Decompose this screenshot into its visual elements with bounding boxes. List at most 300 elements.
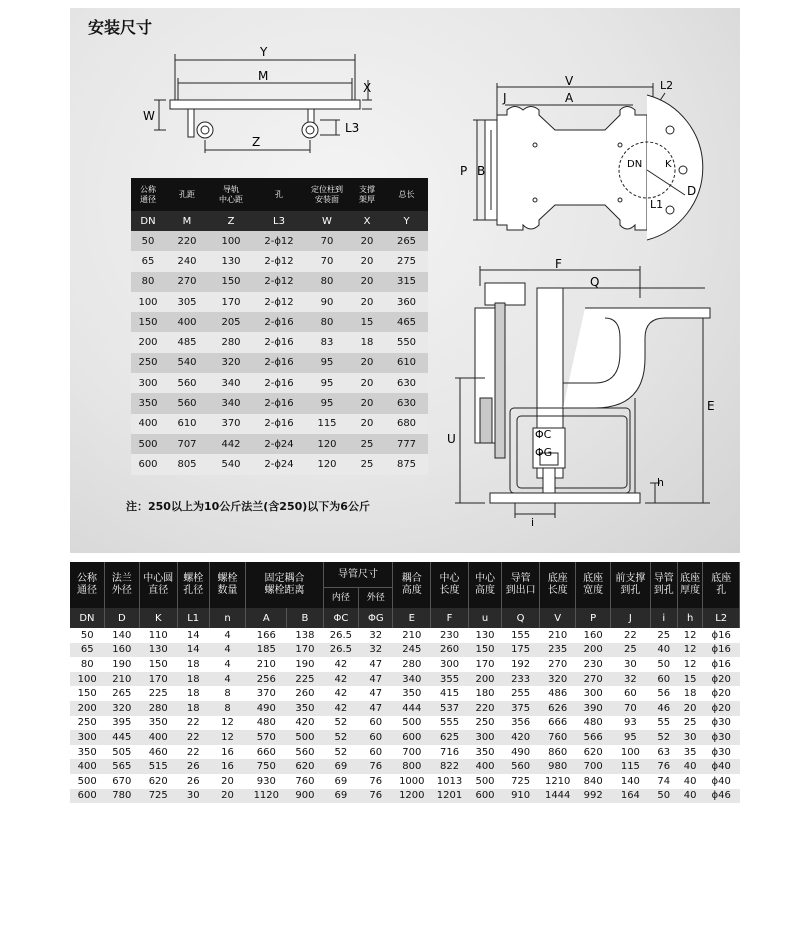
table-row <box>131 454 428 474</box>
table-cell: 2-ϕ24 <box>253 434 305 454</box>
table-cell: 74 <box>650 774 677 789</box>
table-cell: 4 <box>209 672 246 687</box>
dim-h: h <box>657 476 664 489</box>
t2-symbol: B <box>287 608 323 628</box>
t1-header-dn: 公称 通径 <box>131 178 165 211</box>
table-cell: 18 <box>177 686 209 701</box>
t2-header-cell: 螺栓 孔径 <box>177 562 209 608</box>
table-cell: 22 <box>177 716 209 731</box>
table-cell: 305 <box>165 292 209 312</box>
t2-header-cell: 导管 到出口 <box>502 562 540 608</box>
table-cell: 716 <box>431 745 469 760</box>
t1-symbol: L3 <box>253 211 305 231</box>
table-cell: 500 <box>468 774 501 789</box>
table-cell: 350 <box>393 686 431 701</box>
t2-symbol: ΦG <box>359 608 393 628</box>
table-cell: 20 <box>349 272 385 292</box>
table-cell: 340 <box>209 373 253 393</box>
table-cell: 60 <box>359 745 393 760</box>
dim-l1: L1 <box>650 198 664 211</box>
table-cell: 160 <box>104 643 139 658</box>
table-cell: 190 <box>287 657 323 672</box>
table-cell: 230 <box>431 628 469 643</box>
table-cell: 100 <box>70 672 104 687</box>
table-cell: 630 <box>385 393 428 413</box>
table-cell: 600 <box>393 730 431 745</box>
table-cell: 138 <box>287 628 323 643</box>
table-row <box>131 292 428 312</box>
table-cell: ϕ16 <box>703 657 740 672</box>
table-cell: 460 <box>139 745 177 760</box>
table-cell: 150 <box>468 643 501 658</box>
table-cell: 52 <box>323 730 358 745</box>
table-cell: 250 <box>468 716 501 731</box>
table-cell: 2-ϕ16 <box>253 353 305 373</box>
table-row <box>70 686 740 701</box>
table-row <box>131 231 428 251</box>
dim-phig: ΦG <box>535 446 553 459</box>
table-cell: 300 <box>576 686 611 701</box>
table-cell: 47 <box>359 701 393 716</box>
table-cell: 192 <box>502 657 540 672</box>
table-cell: 155 <box>502 628 540 643</box>
t2-header-cell: 底座 厚度 <box>677 562 703 608</box>
table-cell: 26 <box>177 774 209 789</box>
t2-symbol-row <box>70 608 740 628</box>
table-cell: 2-ϕ12 <box>253 231 305 251</box>
table-row <box>70 701 740 716</box>
table-row <box>131 373 428 393</box>
table-cell: 485 <box>165 332 209 352</box>
table-cell: 805 <box>165 454 209 474</box>
table-cell: 15 <box>677 672 703 687</box>
table-cell: 660 <box>246 745 287 760</box>
table-cell: 480 <box>246 716 287 731</box>
table-cell: 350 <box>131 393 165 413</box>
table-cell: 12 <box>677 643 703 658</box>
dim-phic: ΦC <box>535 428 552 441</box>
table-cell: 16 <box>209 759 246 774</box>
dim-a: A <box>565 91 574 105</box>
table-cell: 80 <box>131 272 165 292</box>
table-cell: 800 <box>393 759 431 774</box>
table-cell: 780 <box>104 789 139 804</box>
table-cell: ϕ16 <box>703 628 740 643</box>
table-cell: 14 <box>177 628 209 643</box>
t2-header-cell: 中心 高度 <box>468 562 501 608</box>
table-cell: 300 <box>468 730 501 745</box>
table-cell: 60 <box>359 730 393 745</box>
table-cell: 18 <box>177 701 209 716</box>
t2-header-cell: 中心圆 直径 <box>139 562 177 608</box>
t2-header-cell: 螺栓 数量 <box>209 562 246 608</box>
table-cell: 190 <box>104 657 139 672</box>
dim-u: U <box>447 432 456 446</box>
t2-symbol: ΦC <box>323 608 358 628</box>
table-cell: 2-ϕ24 <box>253 454 305 474</box>
table-cell: 60 <box>611 686 651 701</box>
table-cell: 560 <box>287 745 323 760</box>
table-row <box>70 789 740 804</box>
flange-note: 注：250以上为10公斤法兰(含250)以下为6公斤 <box>126 500 370 513</box>
table-cell: 20 <box>209 774 246 789</box>
table-cell: 1200 <box>393 789 431 804</box>
table-cell: 350 <box>468 745 501 760</box>
table-cell: 12 <box>677 657 703 672</box>
table-cell: 2-ϕ16 <box>253 373 305 393</box>
table-row <box>70 730 740 745</box>
table-cell: 100 <box>209 231 253 251</box>
dim-x: X <box>363 81 372 95</box>
table-cell: 680 <box>385 414 428 434</box>
table-cell: 20 <box>209 789 246 804</box>
dim-y: Y <box>260 45 268 59</box>
t2-symbol: V <box>540 608 576 628</box>
table-cell: 40 <box>677 759 703 774</box>
table-cell: 233 <box>502 672 540 687</box>
t2-symbol: i <box>650 608 677 628</box>
table-cell: 185 <box>246 643 287 658</box>
dim-l3: L3 <box>345 121 360 135</box>
table-row <box>131 434 428 454</box>
table-cell: 55 <box>650 716 677 731</box>
dim-dn: DN <box>627 159 643 170</box>
table-cell: 4 <box>209 657 246 672</box>
t2-subheader-outer: 外径 <box>359 588 393 609</box>
table-cell: 540 <box>165 353 209 373</box>
table-cell: 50 <box>131 231 165 251</box>
t2-symbol: L2 <box>703 608 740 628</box>
table-cell: 170 <box>287 643 323 658</box>
table-cell: 115 <box>611 759 651 774</box>
table-cell: 540 <box>209 454 253 474</box>
dim-k: K <box>665 159 672 170</box>
table-cell: 270 <box>165 272 209 292</box>
table-cell: 2-ϕ16 <box>253 393 305 413</box>
table-cell: 170 <box>209 292 253 312</box>
t2-subheader-inner: 内径 <box>323 588 358 609</box>
table-row <box>70 745 740 760</box>
table-cell: 76 <box>359 789 393 804</box>
table-row <box>70 759 740 774</box>
table-cell: ϕ46 <box>703 789 740 804</box>
table-cell: 76 <box>359 774 393 789</box>
t2-symbol: u <box>468 608 501 628</box>
table-cell: 356 <box>502 716 540 731</box>
table-cell: 1013 <box>431 774 469 789</box>
table-cell: 25 <box>349 434 385 454</box>
table-cell: 200 <box>131 332 165 352</box>
table-cell: 315 <box>385 272 428 292</box>
table-cell: 560 <box>165 393 209 413</box>
table-cell: 40 <box>677 774 703 789</box>
t2-header-cell: 导管 到孔 <box>650 562 677 608</box>
table-cell: 420 <box>287 716 323 731</box>
table-cell: 610 <box>165 414 209 434</box>
table-cell: 70 <box>305 231 349 251</box>
dim-d: D <box>687 184 697 198</box>
table-cell: 26.5 <box>323 643 358 658</box>
table-cell: 32 <box>611 672 651 687</box>
table-cell: 40 <box>677 789 703 804</box>
table-cell: 320 <box>104 701 139 716</box>
table-cell: 26 <box>177 759 209 774</box>
table-cell: 170 <box>468 657 501 672</box>
dim-l2: L2 <box>660 79 674 92</box>
table-cell: 160 <box>576 628 611 643</box>
table-cell: 8 <box>209 686 246 701</box>
table-cell: 980 <box>540 759 576 774</box>
table-cell: 725 <box>502 774 540 789</box>
table-cell: ϕ20 <box>703 686 740 701</box>
table-cell: 25 <box>349 454 385 474</box>
table-cell: 47 <box>359 672 393 687</box>
table-cell: 340 <box>209 393 253 413</box>
t2-header-cell: 导管尺寸 <box>323 562 393 588</box>
table-cell: 555 <box>431 716 469 731</box>
table-cell: 18 <box>177 672 209 687</box>
table-cell: 110 <box>139 628 177 643</box>
table-cell: 35 <box>677 745 703 760</box>
table-cell: 12 <box>677 628 703 643</box>
table-cell: 340 <box>393 672 431 687</box>
table-cell: 2-ϕ12 <box>253 272 305 292</box>
table-row <box>70 672 740 687</box>
table-cell: 100 <box>131 292 165 312</box>
table-cell: 992 <box>576 789 611 804</box>
table-cell: 500 <box>131 434 165 454</box>
table-cell: 490 <box>246 701 287 716</box>
table-cell: 225 <box>139 686 177 701</box>
table-cell: 400 <box>468 759 501 774</box>
table-cell: 300 <box>131 373 165 393</box>
table-cell: 18 <box>349 332 385 352</box>
table-cell: 256 <box>246 672 287 687</box>
section-view-drawing <box>445 258 730 528</box>
table-cell: 130 <box>139 643 177 658</box>
t1-symbol: Z <box>209 211 253 231</box>
table-cell: 280 <box>209 332 253 352</box>
table-row <box>131 393 428 413</box>
table-cell: 2-ϕ12 <box>253 292 305 312</box>
table-cell: 12 <box>209 730 246 745</box>
table-cell: 910 <box>502 789 540 804</box>
table-cell: 120 <box>305 434 349 454</box>
t2-header-row <box>70 562 740 588</box>
t2-header-cell: 底座 孔 <box>703 562 740 608</box>
t1-body <box>131 231 428 475</box>
table-cell: 90 <box>305 292 349 312</box>
table-cell: 480 <box>576 716 611 731</box>
t2-symbol: F <box>431 608 469 628</box>
table-cell: ϕ40 <box>703 774 740 789</box>
table-cell: 900 <box>287 789 323 804</box>
table-cell: 15 <box>349 312 385 332</box>
table-cell: 140 <box>611 774 651 789</box>
table-row <box>70 716 740 731</box>
table-cell: 2-ϕ16 <box>253 312 305 332</box>
dim-v: V <box>565 75 574 88</box>
table-cell: 245 <box>393 643 431 658</box>
table-cell: 170 <box>139 672 177 687</box>
table-row <box>131 251 428 271</box>
table-cell: 76 <box>650 759 677 774</box>
table-cell: 69 <box>323 759 358 774</box>
dim-q: Q <box>590 275 600 289</box>
table-cell: 20 <box>349 414 385 434</box>
t2-symbol: A <box>246 608 287 628</box>
t1-symbol: W <box>305 211 349 231</box>
table-cell: 56 <box>650 686 677 701</box>
table-cell: 95 <box>305 353 349 373</box>
table-cell: 20 <box>349 353 385 373</box>
table-cell: 515 <box>139 759 177 774</box>
table-row <box>70 628 740 643</box>
table-cell: 225 <box>287 672 323 687</box>
table-cell: 822 <box>431 759 469 774</box>
table-cell: 80 <box>305 312 349 332</box>
table-row <box>70 657 740 672</box>
table-cell: 95 <box>305 373 349 393</box>
table-row <box>70 774 740 789</box>
installation-table-1 <box>131 178 428 475</box>
top-view-drawing <box>140 40 390 170</box>
table-cell: 42 <box>323 701 358 716</box>
table-cell: 20 <box>349 231 385 251</box>
table-cell: 550 <box>385 332 428 352</box>
table-cell: 65 <box>131 251 165 271</box>
table-cell: 265 <box>104 686 139 701</box>
table-cell: 260 <box>287 686 323 701</box>
table-cell: 670 <box>104 774 139 789</box>
table-cell: 26.5 <box>323 628 358 643</box>
t1-symbol: DN <box>131 211 165 231</box>
table-cell: 760 <box>287 774 323 789</box>
t2-header-cell: 底座 宽度 <box>576 562 611 608</box>
table-cell: 20 <box>349 251 385 271</box>
table-cell: 375 <box>502 701 540 716</box>
table-cell: 42 <box>323 657 358 672</box>
table-cell: 22 <box>177 745 209 760</box>
table-cell: 18 <box>177 657 209 672</box>
table-cell: 445 <box>104 730 139 745</box>
table-cell: 42 <box>323 672 358 687</box>
table-cell: 777 <box>385 434 428 454</box>
table-row <box>131 414 428 434</box>
t2-header-cell: 前支撑 到孔 <box>611 562 651 608</box>
table-cell: 860 <box>540 745 576 760</box>
table-cell: 93 <box>611 716 651 731</box>
table-cell: 100 <box>611 745 651 760</box>
t2-header-cell: 底座 长度 <box>540 562 576 608</box>
table-cell: 370 <box>209 414 253 434</box>
table-cell: 50 <box>650 657 677 672</box>
table-cell: 390 <box>576 701 611 716</box>
t2-header-cell: 法兰 外径 <box>104 562 139 608</box>
page-title: 安装尺寸 <box>88 18 153 37</box>
table-cell: 63 <box>650 745 677 760</box>
table-cell: 16 <box>209 745 246 760</box>
table-cell: 537 <box>431 701 469 716</box>
table-cell: 250 <box>70 716 104 731</box>
table-cell: 150 <box>131 312 165 332</box>
table-cell: 200 <box>468 672 501 687</box>
table-cell: 70 <box>305 251 349 271</box>
table-cell: 725 <box>139 789 177 804</box>
table-cell: 205 <box>209 312 253 332</box>
table-cell: 320 <box>209 353 253 373</box>
table-cell: 275 <box>385 251 428 271</box>
table-cell: 707 <box>165 434 209 454</box>
table-cell: 280 <box>139 701 177 716</box>
table-cell: 8 <box>209 701 246 716</box>
table-cell: 120 <box>305 454 349 474</box>
table-cell: 210 <box>246 657 287 672</box>
table-cell: ϕ40 <box>703 759 740 774</box>
table-cell: 560 <box>502 759 540 774</box>
side-view-drawing <box>455 75 715 245</box>
t2-symbol: Q <box>502 608 540 628</box>
table-cell: 220 <box>165 231 209 251</box>
table-cell: 70 <box>611 701 651 716</box>
table-cell: 265 <box>385 231 428 251</box>
table-row <box>131 353 428 373</box>
table-cell: 46 <box>650 701 677 716</box>
table-cell: 400 <box>165 312 209 332</box>
table-cell: 500 <box>287 730 323 745</box>
table-cell: 626 <box>540 701 576 716</box>
table-cell: 630 <box>385 373 428 393</box>
dim-f: F <box>555 258 562 271</box>
table-row <box>131 312 428 332</box>
table-cell: 210 <box>393 628 431 643</box>
table-cell: 600 <box>468 789 501 804</box>
table-cell: 80 <box>70 657 104 672</box>
table-cell: 14 <box>177 643 209 658</box>
table-row <box>131 272 428 292</box>
table-cell: 270 <box>540 657 576 672</box>
table-cell: 600 <box>131 454 165 474</box>
table-cell: ϕ16 <box>703 643 740 658</box>
t2-symbol: J <box>611 608 651 628</box>
table-cell: 150 <box>139 657 177 672</box>
table-cell: 620 <box>287 759 323 774</box>
t2-header-cell: 公称 通径 <box>70 562 104 608</box>
table-cell: 50 <box>650 789 677 804</box>
table-row <box>131 332 428 352</box>
table-cell: 20 <box>349 393 385 413</box>
t2-symbol: h <box>677 608 703 628</box>
table-cell: 444 <box>393 701 431 716</box>
t2-header-cell: 耦合 高度 <box>393 562 431 608</box>
dim-i: i <box>531 516 535 528</box>
dim-b: B <box>477 164 486 178</box>
table-cell: 80 <box>305 272 349 292</box>
t2-symbol: P <box>576 608 611 628</box>
table-cell: 30 <box>611 657 651 672</box>
table-cell: 210 <box>104 672 139 687</box>
t2-symbol: D <box>104 608 139 628</box>
table-cell: 95 <box>305 393 349 413</box>
table-cell: 250 <box>131 353 165 373</box>
table-cell: 465 <box>385 312 428 332</box>
table-cell: 570 <box>246 730 287 745</box>
t1-symbol: Y <box>385 211 428 231</box>
table-cell: 69 <box>323 774 358 789</box>
table-cell: 700 <box>576 759 611 774</box>
table-cell: 700 <box>393 745 431 760</box>
table-cell: 442 <box>209 434 253 454</box>
